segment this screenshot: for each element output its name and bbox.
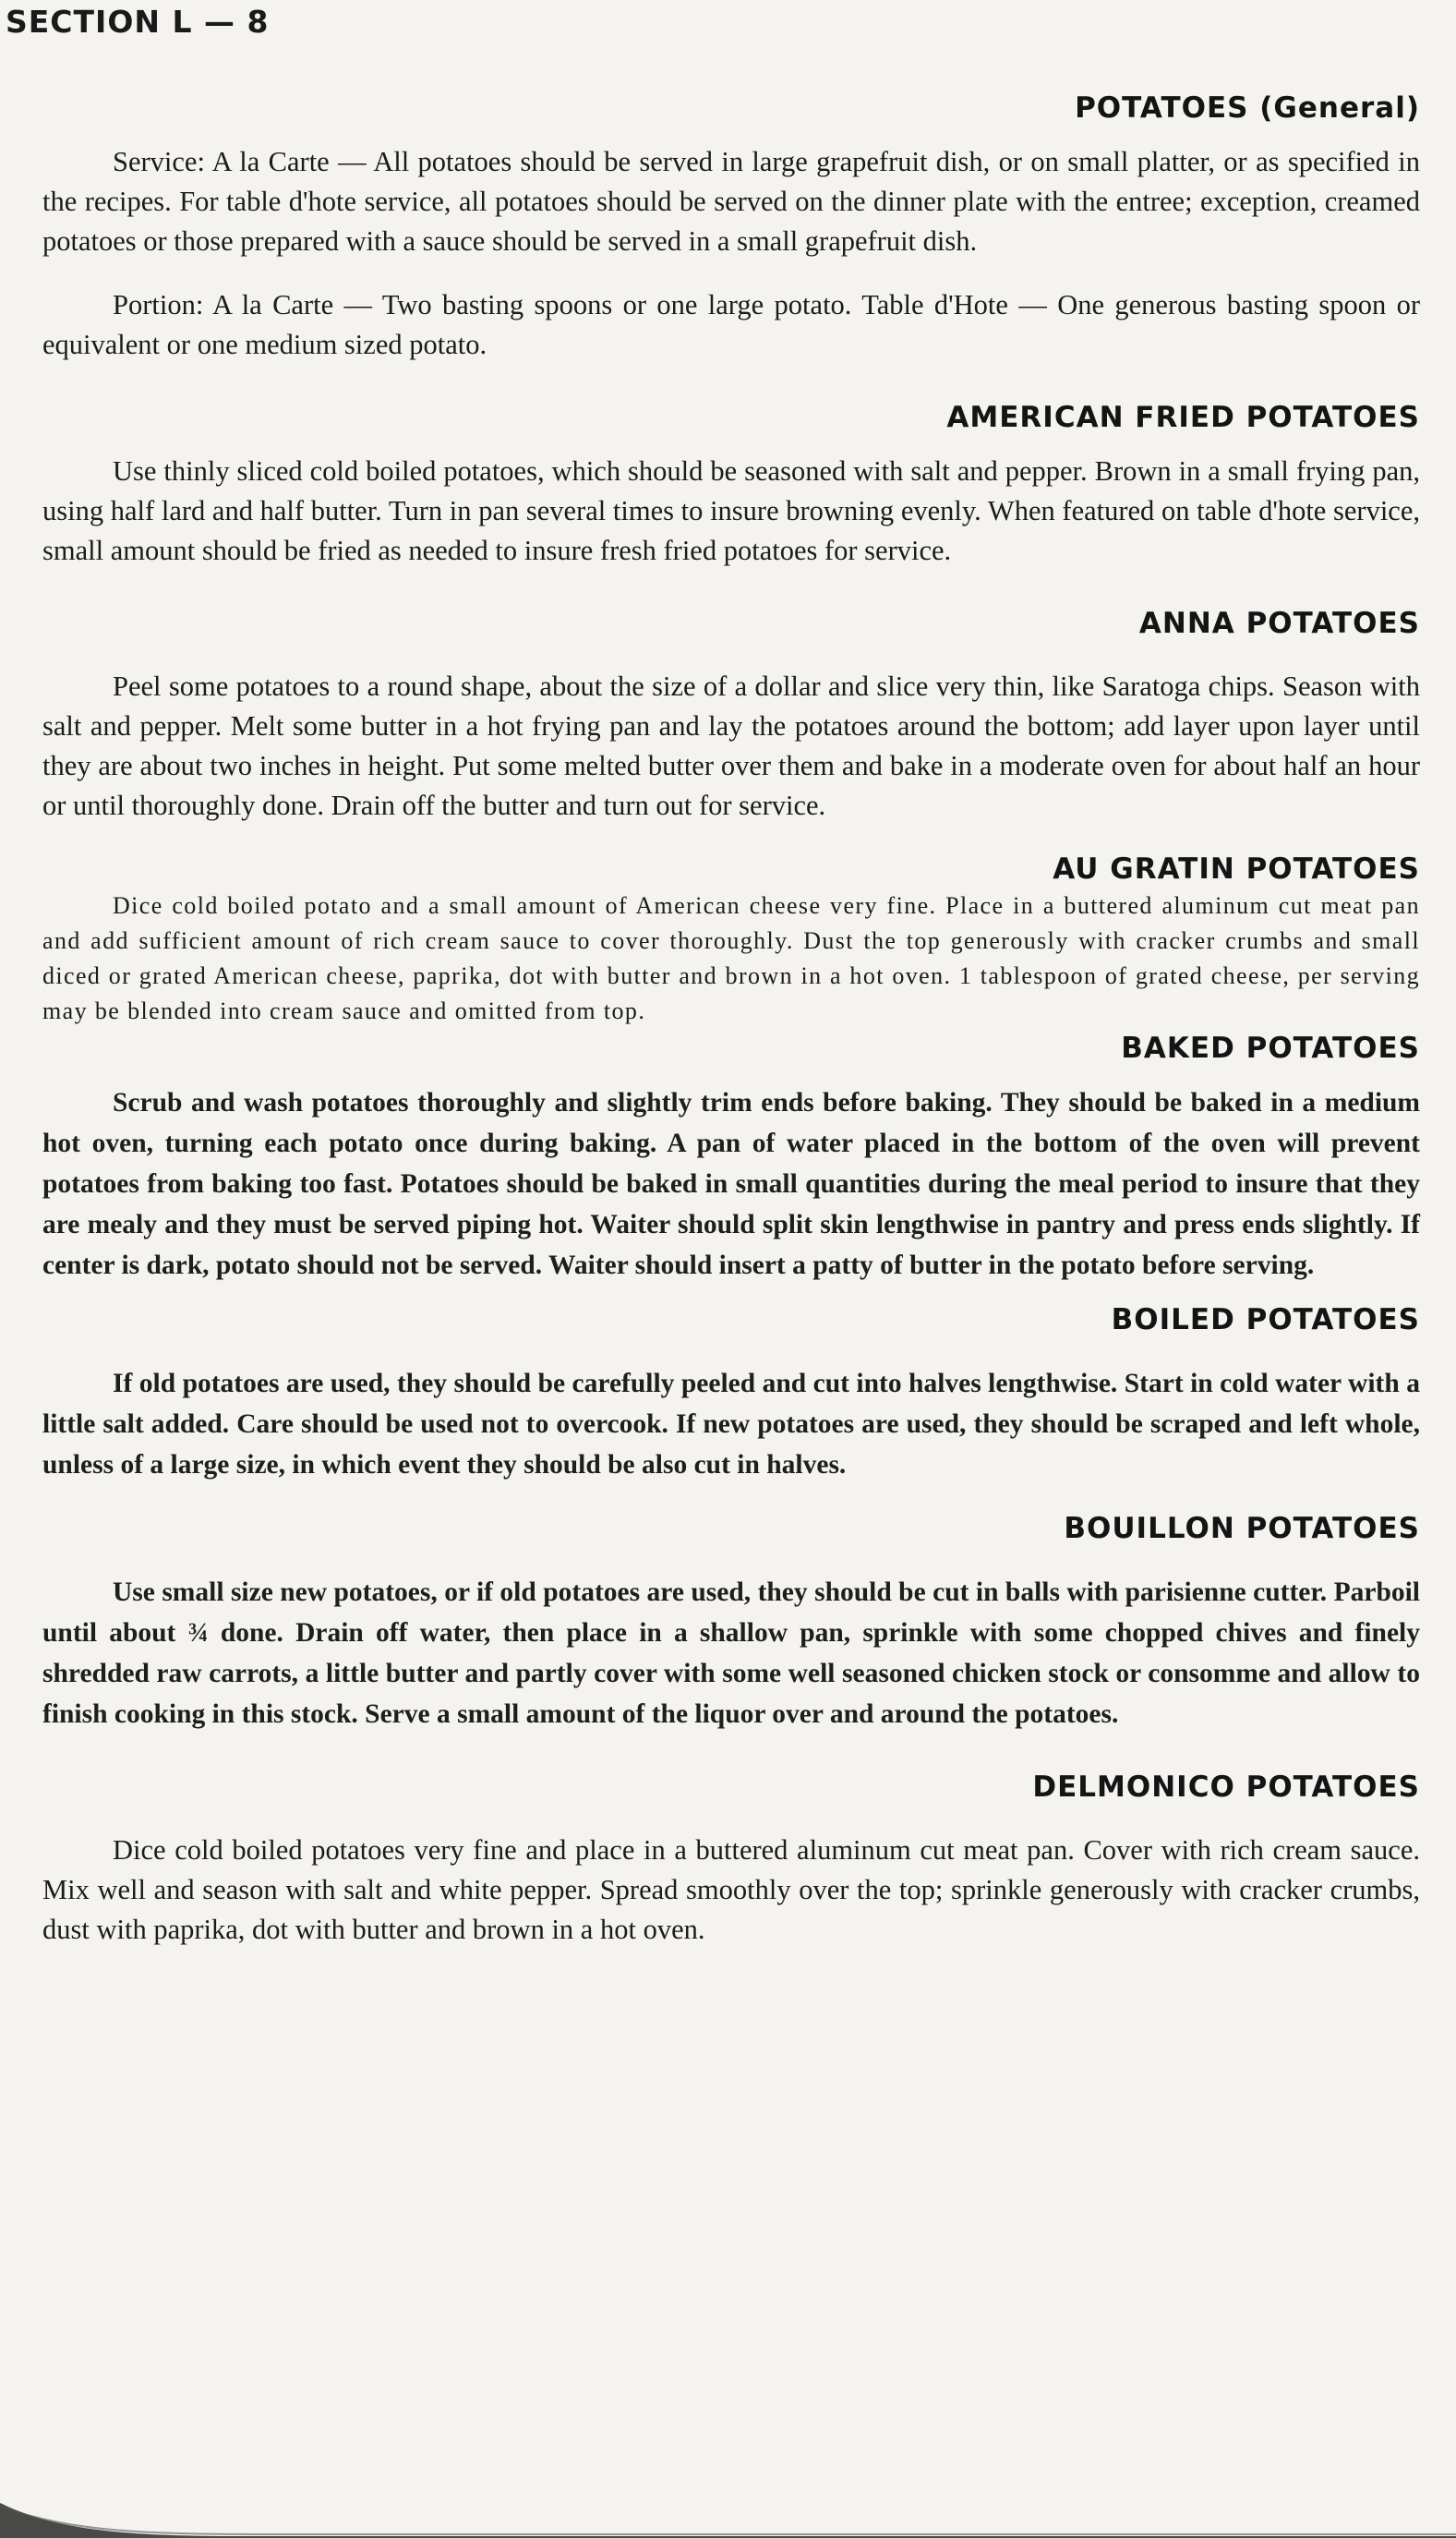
paragraph-bouillon: Use small size new potatoes, or if old potatoes are used, they should be cut in balls with parisienne cutter. Parboil until about ¾ done. Drain off water, then place in a shallow pan, sprinkle with some chopped chives and finely shredded raw carrots, a little butter and partly cover with some well seasoned chicken stock or consomme and allow to finish cooking in this stock. Serve a small amount of the liquor over and around the potatoes. — [42, 1577, 1420, 1729]
heading-delmonico-potatoes: DELMONICO POTATOES — [1032, 1771, 1420, 1804]
paragraph-delmonico: Dice cold boiled potatoes very fine and place in a buttered aluminum cut meat pan. Cover with rich cream sauce. Mix well and season with salt and white pepper. Spread smoothly over the top; sprinkle generously with cracker crumbs, dust with paprika, dot with butter and brown in a hot oven. — [42, 1834, 1420, 1945]
heading-baked-potatoes: BAKED POTATOES — [1121, 1032, 1420, 1065]
paragraph-american-fried: Use thinly sliced cold boiled potatoes, which should be seasoned with salt and pepper. Brown in a small frying pan, using half lard and half butter. Turn in pan several times to insure browning evenly. When featured on table d'hote service, small amount should be fried as needed to insure fresh fried potatoes for service. — [42, 455, 1420, 566]
document-content — [42, 89, 1420, 1950]
heading-american-fried-potatoes: AMERICAN FRIED POTATOES — [946, 401, 1420, 434]
heading-anna-potatoes: ANNA POTATOES — [1138, 607, 1420, 640]
section-label: SECTION L — 8 — [6, 4, 270, 40]
paragraph-anna: Peel some potatoes to a round shape, about the size of a dollar and slice very thin, like Saratoga chips. Season with salt and pepper. Melt some butter in a hot frying pan and lay the potatoes around the bottom; add layer upon layer until they are about two inches in height. Put some melted butter over them and bake in a moderate oven for about half an hour or until thoroughly done. Drain off the butter and turn out for service. — [42, 671, 1420, 821]
paragraph-baked: Scrub and wash potatoes thoroughly and slightly trim ends before baking. They should be baked in a medium hot oven, turning each potato once during baking. A pan of water placed in the bottom of the oven will prevent potatoes from baking too fast. Potatoes should be baked in small quantities during the meal period to insure that they are mealy and they must be served piping hot. Waiter should split skin lengthwise in pantry and press ends slightly. If center is dark, potato should not be served. Waiter should insert a patty of butter in the potato before serving. — [42, 1088, 1420, 1280]
heading-boiled-potatoes: BOILED POTATOES — [1111, 1303, 1420, 1336]
heading-potatoes-general: POTATOES (General) — [1075, 91, 1420, 125]
heading-au-gratin-potatoes: AU GRATIN POTATOES — [1053, 852, 1420, 886]
heading-bouillon-potatoes: BOUILLON POTATOES — [1064, 1512, 1420, 1545]
paragraph-boiled: If old potatoes are used, they should be carefully peeled and cut into halves lengthwise. Start in cold water with a little salt added. Care should be used not to overcook. If new potatoes are used, they should be scraped and left whole, unless of a large size, in which event they should be also cut in halves. — [42, 1369, 1420, 1480]
paragraph-service: Service: A la Carte — All potatoes should be served in large grapefruit dish, or on small platter, or as specified in the recipes. For table d'hote service, all potatoes should be served on the dinner plate with the entree; exception, creamed potatoes or those prepared with a sauce should be served in a small grapefruit dish. — [42, 146, 1420, 257]
paragraph-portion: Portion: A la Carte — Two basting spoons or one large potato. Table d'Hote — One generous basting spoon or equivalent or one medium sized potato. — [42, 289, 1420, 360]
page-edge-shadow — [0, 2484, 1456, 2538]
paragraph-au-gratin: Dice cold boiled potato and a small amount of American cheese very fine. Place in a buttered aluminum cut meat pan and add sufficient amount of rich cream sauce to cover thoroughly. Dust the top generously with cracker crumbs and small diced or grated American cheese, paprika, dot with butter and brown in a hot oven. 1 tablespoon of grated cheese, per serving may be blended into cream sauce and omitted from top. — [42, 892, 1420, 1024]
